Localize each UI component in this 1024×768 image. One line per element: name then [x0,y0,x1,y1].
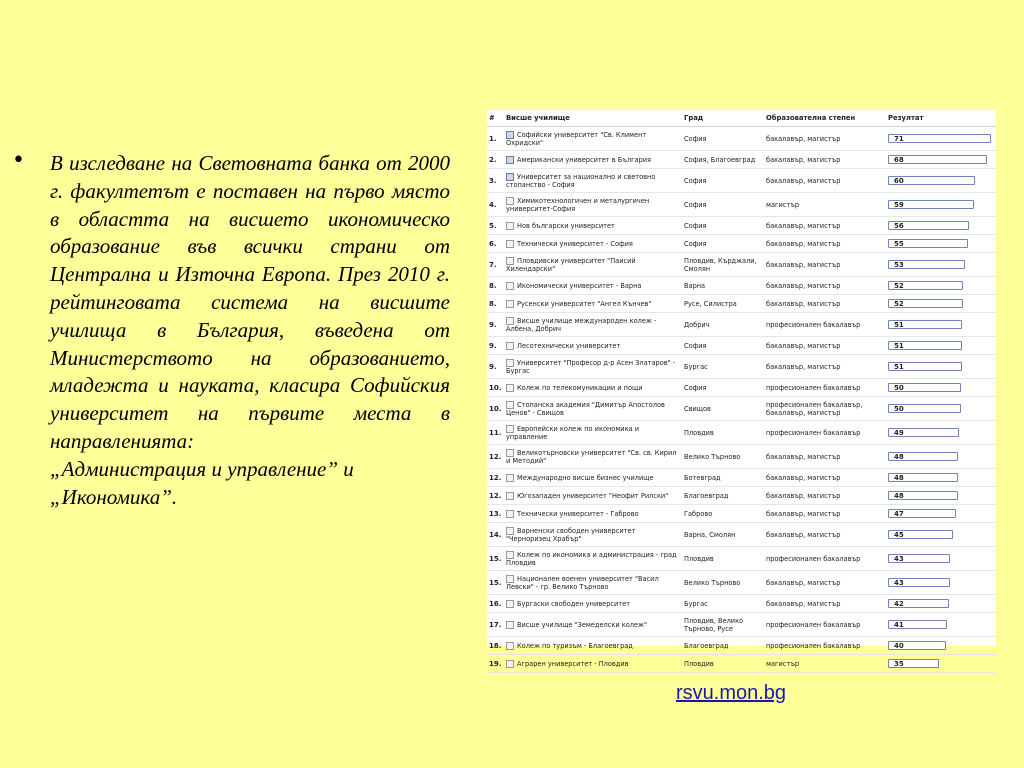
row-university-name: Химикотехнологичен и металургичен университет-София [506,196,650,213]
row-city: София, Благоевград [682,151,764,169]
header-result: Резултат [886,110,996,127]
row-degree: магистър [764,193,886,217]
row-result-cell [886,151,996,169]
row-result-cell [886,613,996,637]
table-row [487,313,996,337]
row-university-name: Лесотехнически университет [517,341,621,350]
row-city: Ботевград [682,469,764,487]
row-checkbox[interactable] [506,222,514,230]
row-degree: бакалавър, магистър [764,277,886,295]
row-university-name: Колеж по телекомуникации и пощи [517,383,643,392]
row-result-bar: 53 [888,260,965,269]
row-result-bar: 59 [888,200,974,209]
row-city: Велико Търново [682,571,764,595]
row-checkbox[interactable] [506,527,514,535]
row-checkbox[interactable] [506,342,514,350]
row-rank: 10. [487,379,504,397]
row-checkbox[interactable] [506,257,514,265]
row-university-name: Международно висше бизнес училище [517,473,654,482]
row-city: Пловдив [682,547,764,571]
row-rank: 2. [487,151,504,169]
row-result-bar: 51 [888,320,962,329]
row-result-bar: 50 [888,383,961,392]
row-checkbox[interactable] [506,660,514,668]
bullet-body-text: В изследване на Световната банка от 2000 г. факултетът е поставен на първо място в областта на висшето икономическо образование във всички страни от Централна и Източна Европа. През 2010 г. рейтинговата система на висшите училища в България, въведена от Министерството на образованието, младежта и науката, класира Софийския университет на първите места в направленията: [50,151,450,453]
table-body [487,127,996,673]
row-result-bar: 48 [888,491,958,500]
row-result-cell [886,595,996,613]
row-rank: 17. [487,613,504,637]
row-university-name: Софийски университет "Св. Климент Охридски" [506,130,647,147]
row-rank: 18. [487,637,504,655]
row-result-bar: 71 [888,134,991,143]
row-checkbox[interactable] [506,240,514,248]
row-degree: професионален бакалавър [764,613,886,637]
row-checkbox[interactable] [506,642,514,650]
row-rank: 9. [487,337,504,355]
row-city: Пловдив [682,421,764,445]
row-degree: бакалавър, магистър [764,505,886,523]
table-row [487,277,996,295]
row-university-cell [504,523,682,547]
row-degree: бакалавър, магистър [764,355,886,379]
row-university-name: Югозападен университет "Неофит Рилски" [517,491,669,500]
row-result-cell [886,355,996,379]
row-university-cell [504,217,682,235]
row-result-bar: 60 [888,176,975,185]
row-result-cell [886,571,996,595]
row-city: София [682,193,764,217]
row-city: Благоевград [682,637,764,655]
row-result-bar: 42 [888,599,949,608]
row-city: София [682,217,764,235]
row-result-bar: 52 [888,281,963,290]
row-result-bar: 48 [888,473,958,482]
row-university-name: Русенски университет "Ангел Кънчев" [517,299,652,308]
row-university-cell [504,613,682,637]
row-result-cell [886,169,996,193]
row-rank: 3. [487,169,504,193]
row-degree: бакалавър, магистър [764,169,886,193]
table-row [487,487,996,505]
row-result-cell [886,655,996,673]
row-university-name: Технически университет - Габрово [517,509,639,518]
bullet-block [8,150,448,511]
row-university-cell [504,469,682,487]
row-result-cell [886,127,996,151]
row-result-bar: 55 [888,239,968,248]
row-result-cell [886,235,996,253]
row-result-bar: 45 [888,530,953,539]
row-degree: професионален бакалавър [764,313,886,337]
table-row [487,151,996,169]
row-result-cell [886,217,996,235]
table-row [487,637,996,655]
row-result-bar: 50 [888,404,961,413]
row-result-cell [886,523,996,547]
row-university-name: Аграрен университет - Пловдив [517,659,629,668]
row-degree: бакалавър, магистър [764,127,886,151]
row-rank: 15. [487,547,504,571]
row-result-bar: 35 [888,659,939,668]
row-university-cell [504,277,682,295]
row-checkbox[interactable] [506,173,514,181]
row-university-cell [504,655,682,673]
row-rank: 15. [487,571,504,595]
table-row [487,169,996,193]
row-university-name: Нов български университет [517,221,615,230]
header-city: Град [682,110,764,127]
table-row [487,253,996,277]
row-university-cell [504,637,682,655]
row-degree: професионален бакалавър [764,637,886,655]
row-result-bar: 51 [888,362,962,371]
row-checkbox[interactable] [506,156,514,164]
row-result-bar: 52 [888,299,963,308]
row-rank: 19. [487,655,504,673]
row-rank: 13. [487,505,504,523]
row-degree: професионален бакалавър [764,547,886,571]
row-rank: 12. [487,469,504,487]
row-result-bar: 47 [888,509,956,518]
table-row [487,469,996,487]
row-result-cell [886,337,996,355]
row-degree: професионален бакалавър [764,421,886,445]
row-university-cell [504,313,682,337]
row-result-cell [886,487,996,505]
ranking-table-screenshot [487,110,996,668]
row-degree: бакалавър, магистър [764,151,886,169]
row-result-cell [886,547,996,571]
row-degree: бакалавър, магистър [764,217,886,235]
row-university-name: Колеж по туризъм - Благоевград [517,641,633,650]
row-university-name: Висше училище международен колеж - Албена, Добрич [506,316,657,333]
row-result-cell [886,421,996,445]
header-degree: Образователна степен [764,110,886,127]
row-university-cell [504,379,682,397]
row-rank: 14. [487,523,504,547]
row-checkbox[interactable] [506,131,514,139]
row-degree: бакалавър, магистър [764,235,886,253]
row-city: Габрово [682,505,764,523]
row-university-name: Пловдивски университет "Паисий Хилендарски" [506,256,636,273]
row-university-name: Европейски колеж по икономика и управление [506,424,639,441]
row-city: Русе, Силистра [682,295,764,313]
row-university-cell [504,127,682,151]
row-university-cell [504,547,682,571]
row-checkbox[interactable] [506,551,514,559]
row-city: Варна, Смолян [682,523,764,547]
row-degree: бакалавър, магистър [764,253,886,277]
row-degree: професионален бакалавър [764,379,886,397]
row-checkbox[interactable] [506,510,514,518]
row-university-name: Технически университет - София [517,239,633,248]
row-university-name: Икономически университет - Варна [517,281,642,290]
row-university-cell [504,445,682,469]
row-university-cell [504,595,682,613]
row-university-cell [504,505,682,523]
row-result-bar: 48 [888,452,958,461]
source-link[interactable]: rsvu.mon.bg [676,682,787,704]
row-result-bar: 43 [888,554,950,563]
table-row [487,523,996,547]
row-rank: 8. [487,277,504,295]
row-city: София [682,235,764,253]
row-rank: 4. [487,193,504,217]
row-city: Благоевград [682,487,764,505]
row-city: Пловдив, Кърджали, Смолян [682,253,764,277]
row-university-name: Университет за национално и световно стопанство - София [506,172,656,189]
row-city: Бургас [682,595,764,613]
row-checkbox[interactable] [506,474,514,482]
row-rank: 6. [487,235,504,253]
row-result-bar: 56 [888,221,969,230]
row-checkbox[interactable] [506,492,514,500]
row-university-cell [504,253,682,277]
row-city: Пловдив [682,655,764,673]
table-header-row [487,110,996,127]
row-university-cell [504,397,682,421]
ranking-table [487,110,996,673]
row-rank: 1. [487,127,504,151]
row-university-cell [504,571,682,595]
row-city: София [682,337,764,355]
row-rank: 10. [487,397,504,421]
row-university-name: Американски университет в България [517,155,652,164]
row-checkbox[interactable] [506,425,514,433]
row-degree: магистър [764,655,886,673]
row-city: Варна [682,277,764,295]
row-city: Пловдив, Велико Търново, Русе [682,613,764,637]
row-checkbox[interactable] [506,401,514,409]
row-university-cell [504,295,682,313]
row-city: Велико Търново [682,445,764,469]
row-degree: бакалавър, магистър [764,337,886,355]
row-university-name: Бургаски свободен университет [517,599,631,608]
table-row [487,379,996,397]
row-result-bar: 40 [888,641,946,650]
table-row [487,505,996,523]
row-university-cell [504,151,682,169]
row-rank: 16. [487,595,504,613]
table-row [487,655,996,673]
bullet-tail-line-1: „Администрация и управление” и [50,456,354,481]
row-checkbox[interactable] [506,282,514,290]
row-checkbox[interactable] [506,317,514,325]
row-university-name: Великотърновски университет "Св. св. Кирил и Методий" [506,448,677,465]
row-checkbox[interactable] [506,600,514,608]
table-row [487,571,996,595]
row-result-bar: 51 [888,341,962,350]
row-result-bar: 41 [888,620,947,629]
row-university-cell [504,487,682,505]
table-row [487,235,996,253]
table-row [487,295,996,313]
table-row [487,337,996,355]
bullet-paragraph [50,150,450,511]
row-degree: бакалавър, магистър [764,487,886,505]
table-row [487,421,996,445]
row-university-name: Стопанска академия "Димитър Апостолов Ценов" - Свищов [506,400,665,417]
row-result-cell [886,505,996,523]
row-checkbox[interactable] [506,621,514,629]
row-checkbox[interactable] [506,575,514,583]
row-result-cell [886,253,996,277]
table-row [487,355,996,379]
row-result-bar: 49 [888,428,959,437]
header-university: Висше училище [504,110,682,127]
row-checkbox[interactable] [506,384,514,392]
row-university-name: Национален военен университет "Васил Левски" - гр. Велико Търново [506,574,659,591]
table-row [487,613,996,637]
row-checkbox[interactable] [506,300,514,308]
row-university-cell [504,235,682,253]
row-city: Добрич [682,313,764,337]
bullet-marker: • [12,148,25,173]
row-university-cell [504,193,682,217]
row-university-cell [504,337,682,355]
row-rank: 9. [487,355,504,379]
row-rank: 12. [487,487,504,505]
row-university-cell [504,355,682,379]
row-degree: бакалавър, магистър [764,295,886,313]
row-university-cell [504,169,682,193]
row-city: София [682,169,764,193]
table-row [487,397,996,421]
row-rank: 12. [487,445,504,469]
row-city: София [682,379,764,397]
row-rank: 7. [487,253,504,277]
table-row [487,547,996,571]
row-rank: 5. [487,217,504,235]
row-checkbox[interactable] [506,449,514,457]
row-rank: 11. [487,421,504,445]
row-university-name: Университет "Професор д-р Асен Златаров" - Бургас [506,358,676,375]
row-result-cell [886,445,996,469]
header-rank: # [487,110,504,127]
row-result-bar: 43 [888,578,950,587]
table-row [487,127,996,151]
row-university-cell [504,421,682,445]
row-university-name: Варненски свободен университет "Черноризец Храбър" [506,526,636,543]
row-rank: 9. [487,313,504,337]
row-result-cell [886,193,996,217]
row-checkbox[interactable] [506,197,514,205]
table-row [487,193,996,217]
table-row [487,445,996,469]
row-result-cell [886,637,996,655]
row-city: Свищов [682,397,764,421]
row-city: София [682,127,764,151]
row-university-name: Висше училище "Земеделски колеж" [517,620,647,629]
row-degree: бакалавър, магистър [764,571,886,595]
row-result-cell [886,397,996,421]
row-university-name: Колеж по икономика и администрация - град Пловдив [506,550,677,567]
row-rank: 8. [487,295,504,313]
row-degree: бакалавър, магистър [764,469,886,487]
row-result-cell [886,469,996,487]
row-result-cell [886,277,996,295]
table-row [487,595,996,613]
row-degree: професионален бакалавър, бакалавър, магистър [764,397,886,421]
bullet-tail-line-2: „Икономика”. [50,484,178,509]
row-result-bar: 68 [888,155,987,164]
row-degree: бакалавър, магистър [764,595,886,613]
row-result-cell [886,295,996,313]
row-checkbox[interactable] [506,359,514,367]
table-row [487,217,996,235]
row-result-cell [886,313,996,337]
row-city: Бургас [682,355,764,379]
row-result-cell [886,379,996,397]
row-degree: бакалавър, магистър [764,445,886,469]
row-degree: бакалавър, магистър [764,523,886,547]
